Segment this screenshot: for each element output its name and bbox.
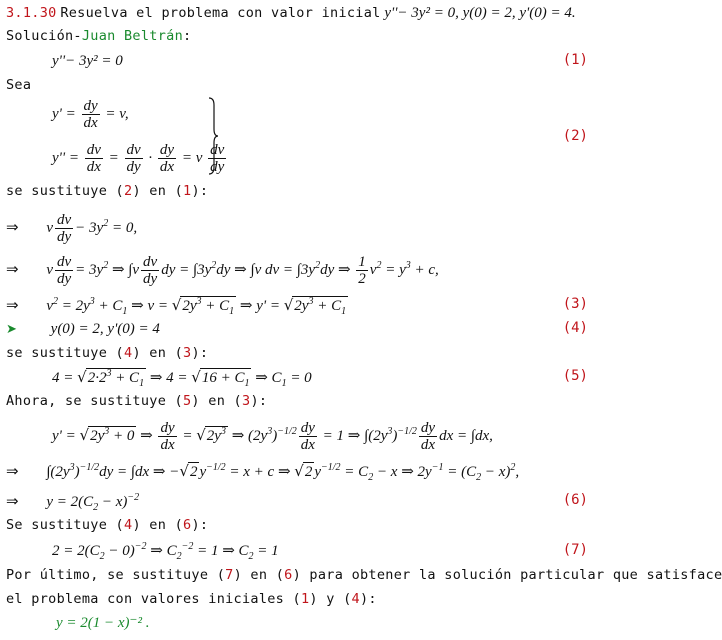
text-final-2: el problema con valores iniciales (1) y (4): <box>6 591 377 607</box>
implies-icon: ⇒ <box>6 492 19 510</box>
implies-icon: ⇒ <box>6 462 19 480</box>
text-ahora: Ahora, se sustituye (5) en (3): <box>6 393 268 409</box>
problem-statement: Resuelva el problema con valor inicial <box>60 5 381 21</box>
implies-icon: ⇒ <box>6 259 19 278</box>
step-2: ⇒ v $\frac{dv}{dy}$ = $3y^2$ ⇒ ∫v $\frac{dv}{dy}$ dy = $\int 3y^2dy$ ⇒ ∫v dv = $\int 3y^2dy$ ⇒ $\frac{1}{2}$ $v^2 = y^3 + c$, <box>6 254 439 287</box>
eq-number-5: (5) <box>562 368 588 384</box>
eq-number-6: (6) <box>562 492 588 508</box>
eq-number-1: (1) <box>562 52 588 68</box>
eq-number-4: (4) <box>562 320 588 336</box>
solution-line <box>6 27 191 45</box>
equation-2b: y'' = $\frac{dv}{dx}$ = $\frac{dv}{dy}$ · $\frac{dy}{dx}$ = v $\frac{dv}{dy}$ <box>52 142 225 175</box>
eq-number-2: (2) <box>562 128 588 144</box>
eq-number-3: (3) <box>562 296 588 312</box>
equation-7: $2 = 2(C_2 - 0)^{-2}$ ⇒ $C_2^{-2} = 1$ ⇒ $C_2 = 1$ <box>52 541 279 562</box>
step-6a: $y' = √2y^3 + 0$ ⇒ $\frac{dy}{dx}$ = $√2y^3$ ⇒ $(2y^3)^{-1/2}$ $\frac{dy}{dx}$ = 1 ⇒ $\int(2y^3)^{-1/2}$ $\frac{dy}{dx}$ dx = ∫dx, <box>52 420 493 453</box>
text-sea: Sea <box>6 77 32 93</box>
final-solution: y = 2(1 − x)⁻² . <box>56 615 150 631</box>
text-sub-4-in-3: se sustituye (4) en (3): <box>6 345 209 361</box>
problem-number: 3.1.30 <box>6 5 57 21</box>
step-6c: ⇒ $y = 2(C_2 - x)^{-2}$ <box>6 492 140 513</box>
equation-1: y''− 3y² = 0 <box>52 53 123 69</box>
problem-header <box>6 4 576 22</box>
arrow-bullet-icon: ➤ <box>6 322 17 337</box>
text-sub-4-in-6: Se sustituye (4) en (6): <box>6 517 209 533</box>
text-final-1: Por último, se sustituye (7) en (6) para obtener la solución particular que satisface <box>6 567 722 583</box>
step-4: ➤ y(0) = 2, y'(0) = 4 <box>6 321 160 337</box>
author-name: Juan Beltrán <box>81 28 183 44</box>
solution-colon: : <box>183 28 192 44</box>
equation-5: $4 = √2\cdot 2^3 + C_1$ ⇒ $4 = √16 + C_1$ ⇒ $C_1 = 0$ <box>52 368 312 389</box>
equation-2a: y' = $\frac{dy}{dx}$ = v, <box>52 98 129 131</box>
right-brace <box>208 97 218 175</box>
step-1: ⇒ v $\frac{dv}{dy}$ − $3y^2 = 0$, <box>6 212 138 245</box>
implies-icon: ⇒ <box>6 217 19 236</box>
solution-label: Solución- <box>6 28 82 44</box>
eq-number-7: (7) <box>562 542 588 558</box>
step-6b: ⇒ $\int(2y^3)^{-1/2}dy = \int dx$ ⇒ −√2 $y^{-1/2} = x + c$ ⇒ √2 $y^{-1/2} = C_2 - x$ ⇒ $2y^{-1} = (C_2 - x)^2$, <box>6 462 520 483</box>
implies-icon: ⇒ <box>6 296 19 314</box>
problem-equation: y''− 3y² = 0, y(0) = 2, y'(0) = 4. <box>384 5 576 21</box>
step-3: ⇒ $v^2 = 2y^3 + C_1$ ⇒ $v = √2y^3 + C_1$ ⇒ $y' = √2y^3 + C_1$ <box>6 296 347 317</box>
text-sub-2-in-1: se sustituye (2) en (1): <box>6 183 209 199</box>
